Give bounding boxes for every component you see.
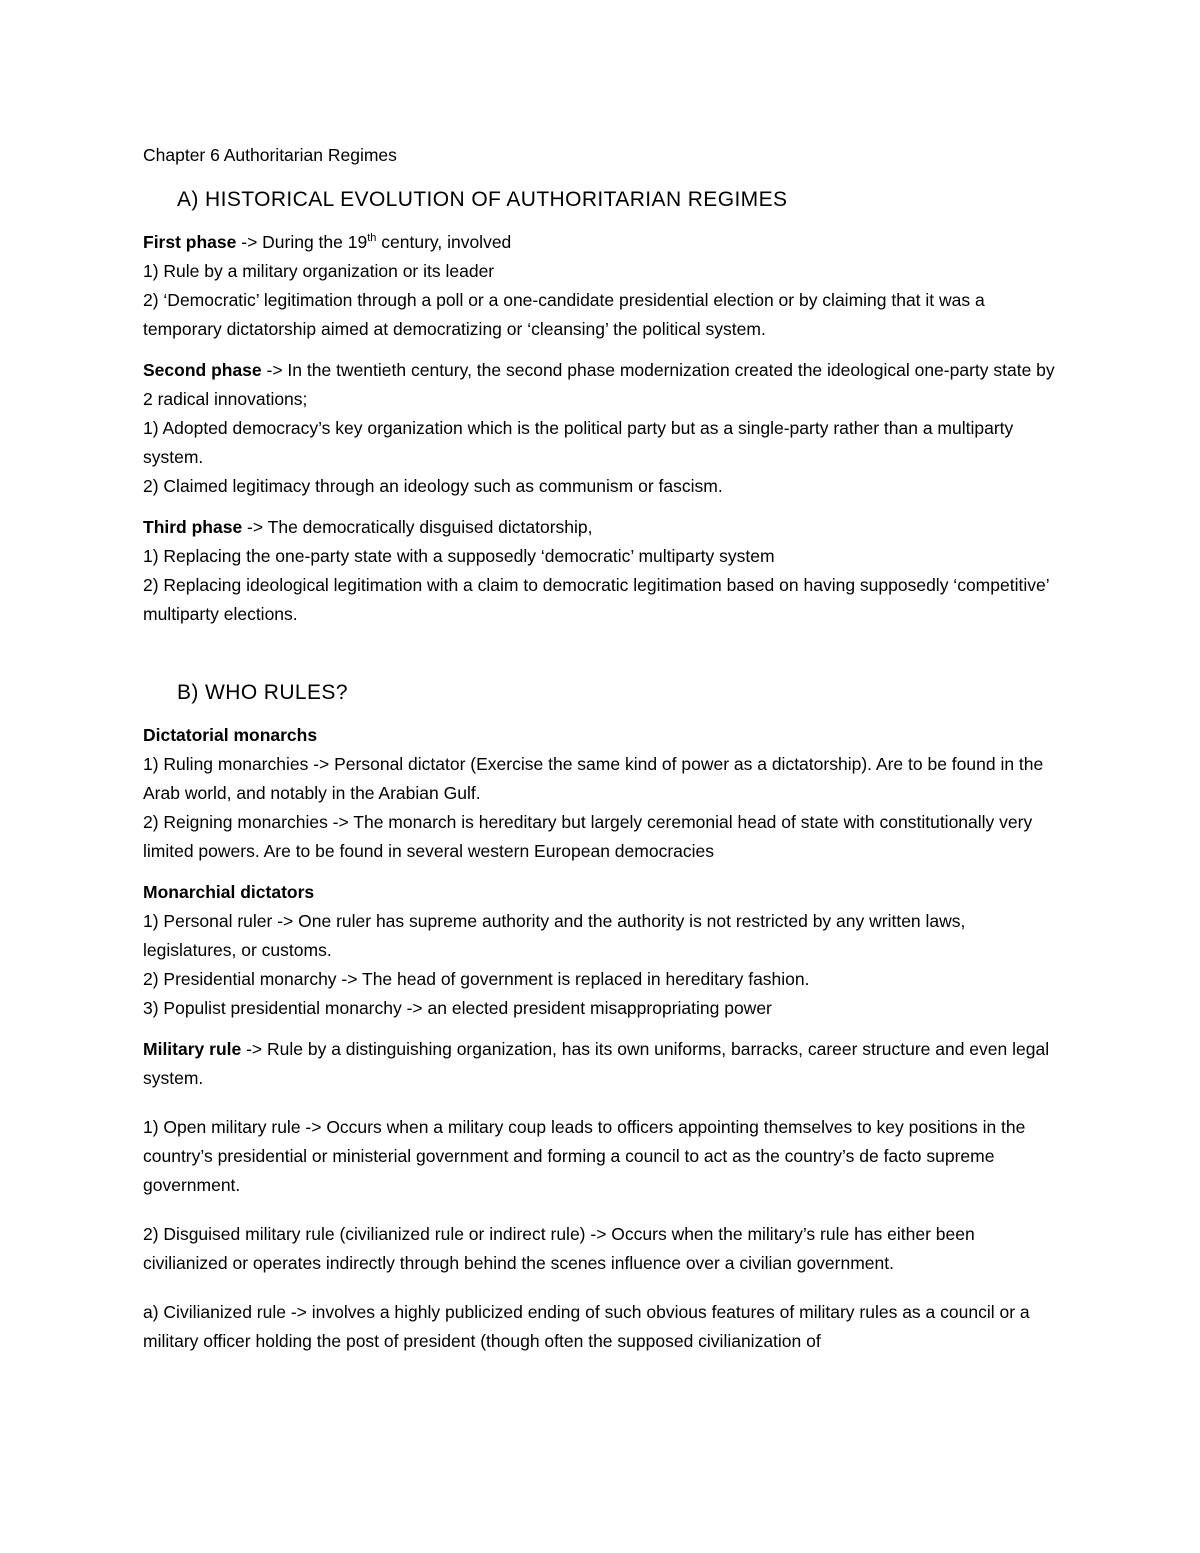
military-rule-text: -> Rule by a distinguishing organization, has its own uniforms, barracks, career structure and even legal system.	[143, 1039, 1050, 1088]
section-b-heading: B) WHO RULES?	[177, 681, 348, 704]
third-phase-intro	[143, 513, 1063, 542]
third-phase-label: Third phase	[143, 517, 243, 537]
third-phase-item-2: 2) Replacing ideological legitimation with a claim to democratic legitimation based on having supposedly ‘competitive’ multiparty elections.	[143, 575, 1049, 624]
third-phase-item-1: 1) Replacing the one-party state with a supposedly ‘democratic’ multiparty system	[143, 546, 775, 566]
first-phase-block	[143, 228, 1063, 344]
paragraph-gap	[143, 1093, 1063, 1113]
first-phase-text: -> During the 19	[236, 232, 368, 252]
military-rule-label: Military rule	[143, 1039, 242, 1059]
second-phase-label: Second phase	[143, 360, 262, 380]
first-phase-text-end: century, involved	[376, 232, 512, 252]
monarchial-dictators-label: Monarchial dictators	[143, 882, 315, 902]
document-page	[143, 140, 1063, 1368]
third-phase-block	[143, 513, 1063, 629]
military-rule-intro	[143, 1035, 1063, 1093]
paragraph-gap	[143, 1200, 1063, 1220]
document-title: Chapter 6 Authoritarian Regimes	[143, 145, 397, 165]
dictatorial-monarchs-item-2: 2) Reigning monarchies -> The monarch is hereditary but largely ceremonial head of state with constitutionally very limited powers. Are to be found in several western European democracies	[143, 812, 1033, 861]
military-rule-item-a: a) Civilianized rule -> involves a highly publicized ending of such obvious features of military rules as a council or a military officer holding the post of president (though often the supposed civilianization of	[143, 1302, 1030, 1351]
military-rule-item-1: 1) Open military rule -> Occurs when a military coup leads to officers appointing themselves to key positions in the country’s presidential or ministerial government and forming a council to act as the country’s de facto supreme government.	[143, 1117, 1026, 1195]
first-phase-item-2: 2) ‘Democratic’ legitimation through a poll or a one-candidate presidential election or by claiming that it was a temporary dictatorship aimed at democratizing or ‘cleansing’ the political system.	[143, 290, 985, 339]
monarchial-dictators-item-2: 2) Presidential monarchy -> The head of government is replaced in hereditary fashion.	[143, 969, 810, 989]
military-rule-item-2: 2) Disguised military rule (civilianized rule or indirect rule) -> Occurs when the military’s rule has either been civilianized or operates indirectly through behind the scenes influence over a civilian government.	[143, 1224, 975, 1273]
paragraph-gap	[143, 1278, 1063, 1298]
dictatorial-monarchs-block	[143, 721, 1063, 866]
dictatorial-monarchs-label: Dictatorial monarchs	[143, 725, 318, 745]
monarchial-dictators-block	[143, 878, 1063, 1023]
second-phase-item-2: 2) Claimed legitimacy through an ideology such as communism or fascism.	[143, 476, 723, 496]
second-phase-item-1: 1) Adopted democracy’s key organization which is the political party but as a single-party rather than a multiparty system.	[143, 418, 1014, 467]
first-phase-intro	[143, 228, 1063, 257]
first-phase-superscript: th	[367, 232, 377, 245]
first-phase-label: First phase	[143, 232, 237, 252]
dictatorial-monarchs-item-1: 1) Ruling monarchies -> Personal dictator (Exercise the same kind of power as a dictatorship). Are to be found in the Arab world, and notably in the Arabian Gulf.	[143, 754, 1044, 803]
monarchial-dictators-item-3: 3) Populist presidential monarchy -> an elected president misappropriating power	[143, 998, 772, 1018]
second-phase-block	[143, 356, 1063, 501]
military-rule-block	[143, 1035, 1063, 1356]
monarchial-dictators-item-1: 1) Personal ruler -> One ruler has supreme authority and the authority is not restricted by any written laws, legislatures, or customs.	[143, 911, 966, 960]
second-phase-text: -> In the twentieth century, the second phase modernization created the ideological one-party state by 2 radical innovations;	[143, 360, 1055, 409]
third-phase-text: -> The democratically disguised dictatorship,	[242, 517, 593, 537]
section-a-heading: A) HISTORICAL EVOLUTION OF AUTHORITARIAN REGIMES	[177, 188, 788, 211]
first-phase-item-1: 1) Rule by a military organization or its leader	[143, 261, 495, 281]
second-phase-intro	[143, 356, 1063, 414]
